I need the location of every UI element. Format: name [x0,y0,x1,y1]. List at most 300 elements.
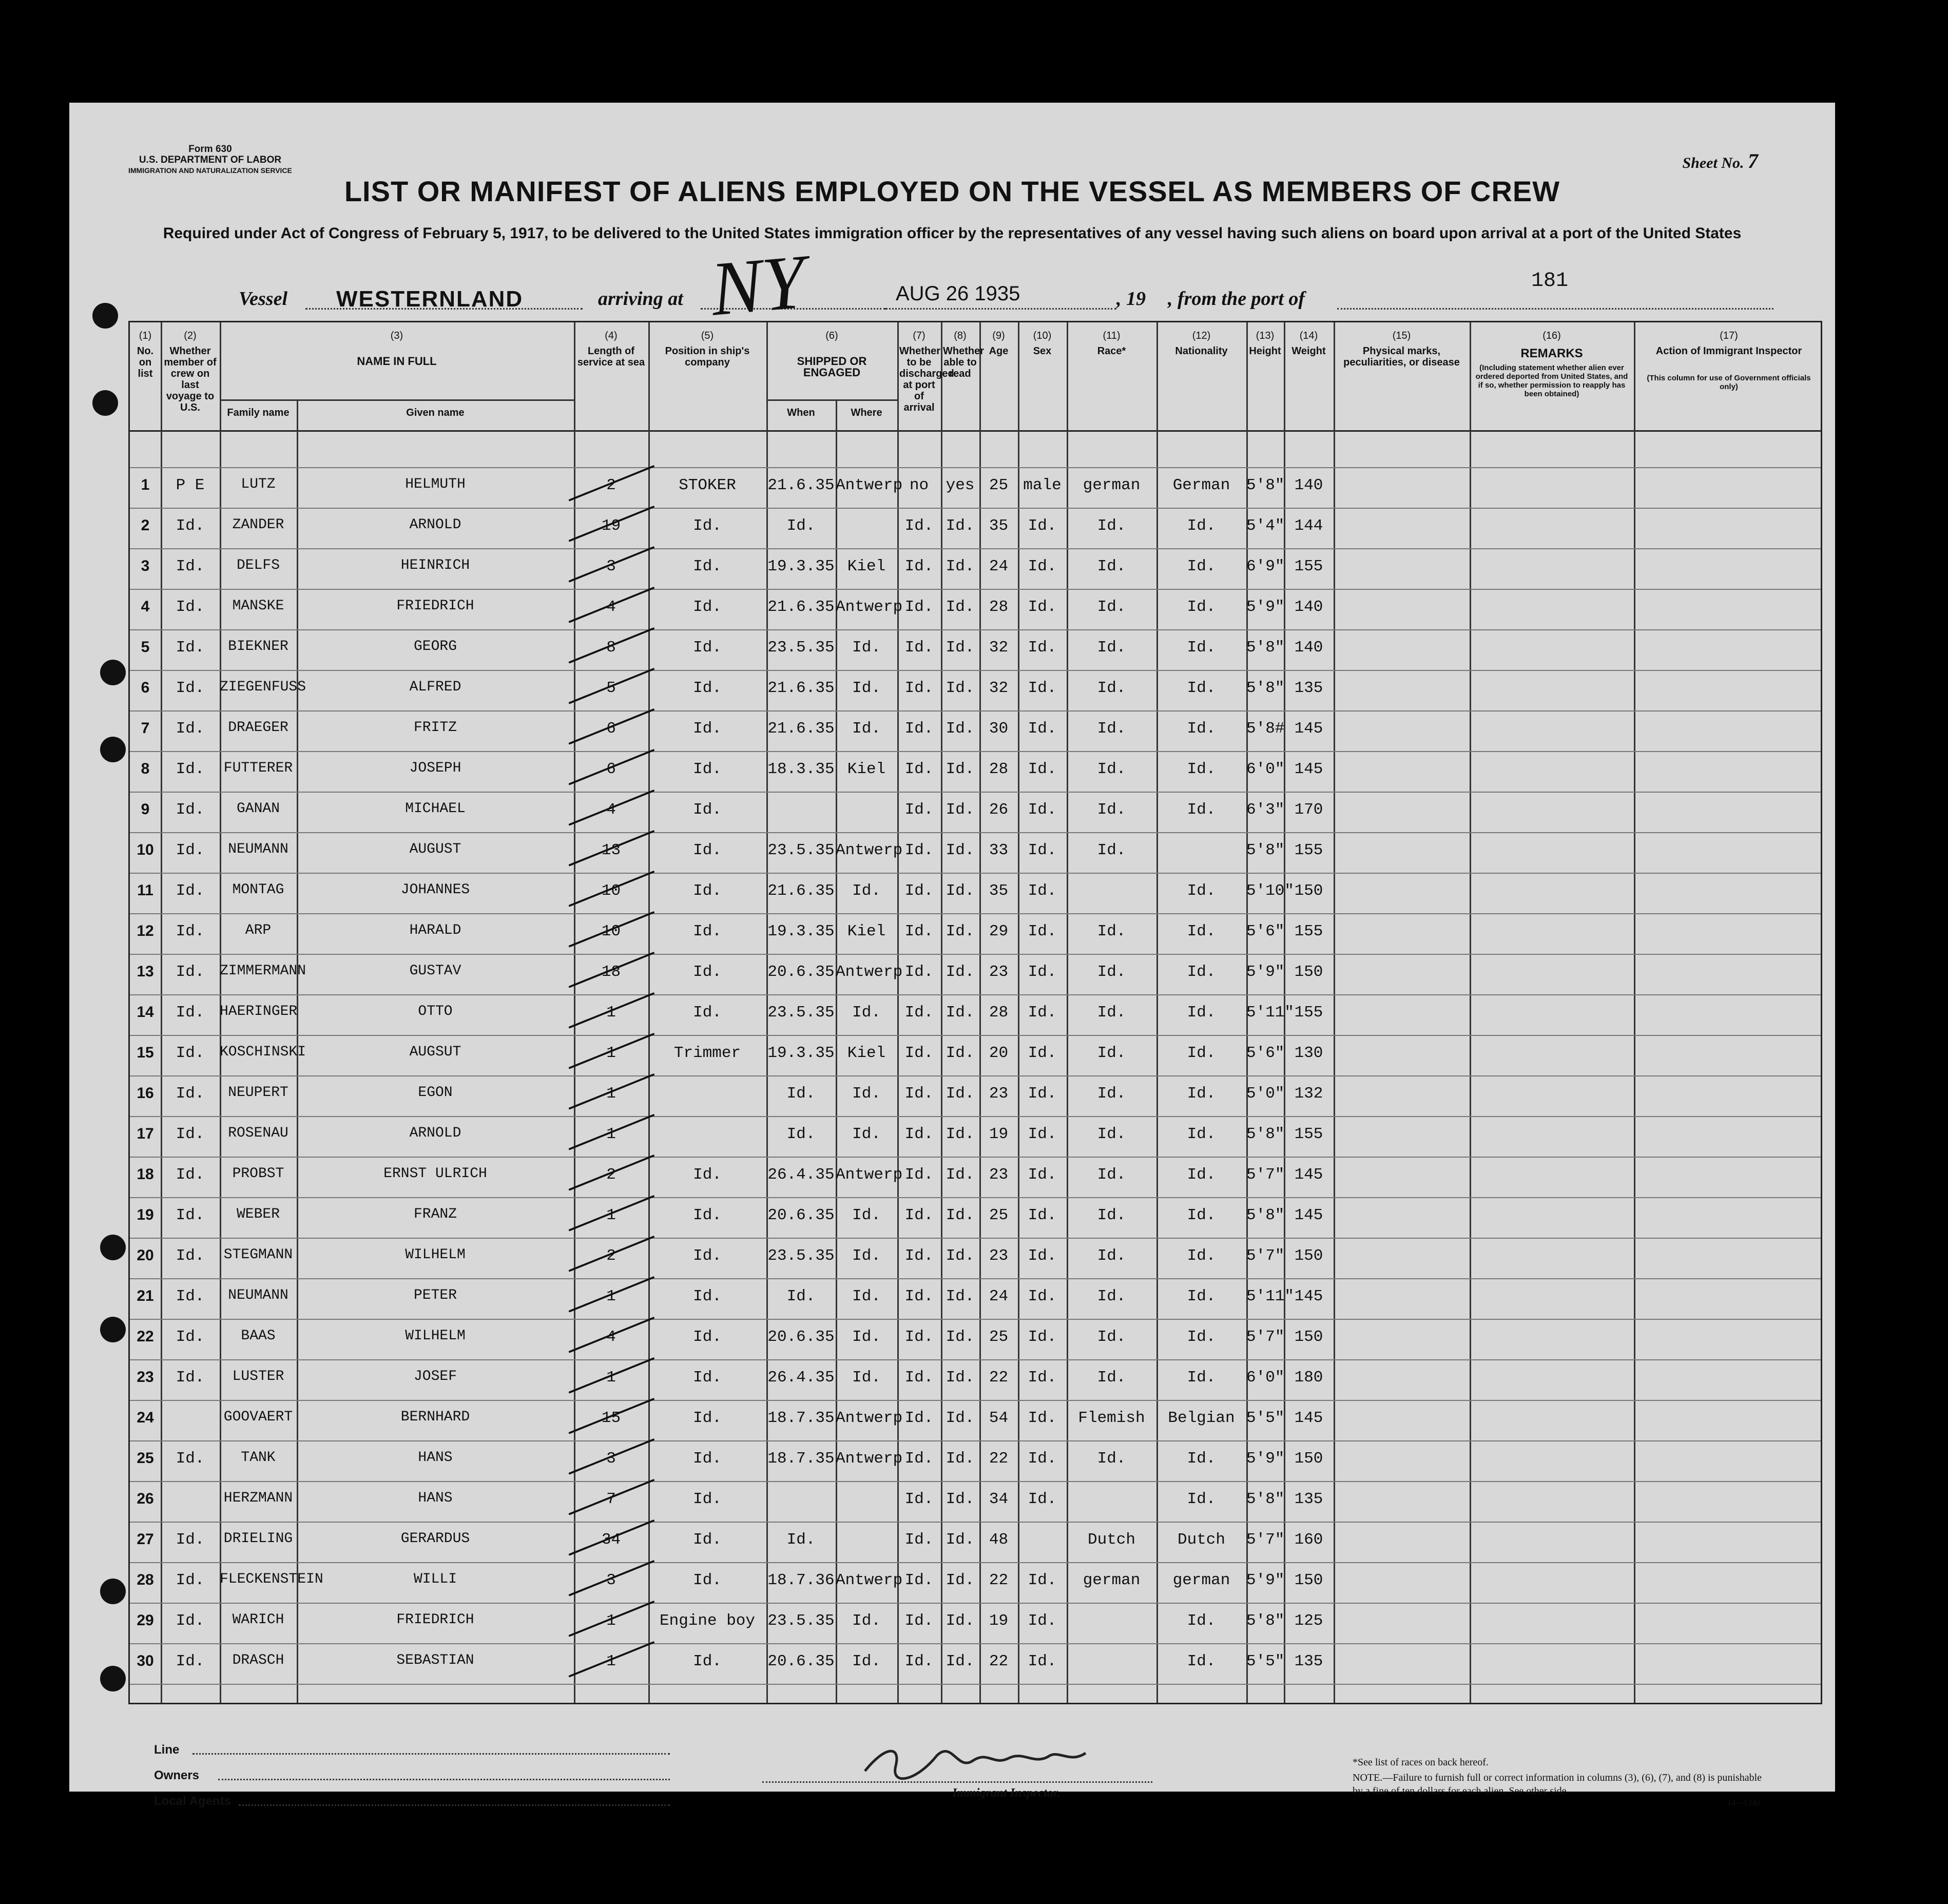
cell-when: Id. [786,1287,816,1305]
cell-weight: 150 [1294,963,1323,981]
cell-prev: Id. [176,963,205,981]
cell-weight: 155 [1294,1004,1323,1022]
footer-owners-label: Owners [154,1768,200,1782]
cell-service: 4 [606,1328,616,1346]
cell-family: NEUMANN [228,841,288,857]
cell-weight: 140 [1294,598,1323,616]
column-header-label: Position in ship's company [665,345,750,368]
cell-nationality: Belgian [1168,1409,1235,1427]
cell-nationality: Id. [1187,1125,1216,1143]
cell-prev: Id. [176,801,205,819]
cell-discharged: Id. [904,1044,934,1062]
cell-discharged: Id. [904,882,934,900]
cell-when: 20.6.35 [767,1206,835,1224]
cell-age: 22 [989,1652,1009,1670]
cell-height: 6'0" [1246,1369,1285,1387]
cell-family: KOSCHINSKI [220,1044,306,1060]
cell-read: Id. [946,557,975,575]
cell-height: 5'6" [1246,1044,1285,1062]
cell-when: 26.4.35 [767,1369,835,1387]
column-header-label: Physical marks, peculiarities, or disease [1343,345,1460,368]
cell-discharged: Id. [904,841,934,859]
cell-race: Id. [1097,1369,1126,1387]
cell-discharged: Id. [904,1206,934,1224]
row-number: 30 [137,1652,154,1669]
cell-age: 54 [989,1409,1009,1427]
cell-service: 1 [606,1004,616,1022]
cell-family: WEBER [236,1206,280,1222]
cell-service: 1 [606,1287,616,1305]
cell-when: 21.6.35 [767,882,835,900]
cell-where: Antwerp [836,841,903,859]
cell-when: 23.5.35 [767,1004,835,1022]
cell-age: 32 [989,679,1009,697]
cell-service: 19 [601,517,621,535]
cell-height: 5'8" [1246,1612,1285,1630]
cell-nationality: Id. [1187,679,1216,697]
cell-position: Id. [693,841,722,859]
cell-given: BERNHARD [400,1409,470,1425]
column-number: (16) [1542,330,1561,341]
cell-family: NEUPERT [228,1085,288,1101]
cell-position: Engine boy [659,1612,756,1630]
cell-service: 18 [601,963,621,981]
column-header-label: Race* [1097,345,1126,357]
cell-height: 5'8" [1246,841,1285,859]
row-number: 9 [141,801,150,818]
cell-given: AUGUST [409,841,461,857]
cell-given: JOHANNES [400,882,470,898]
row-number: 20 [137,1247,154,1264]
cell-position: Id. [693,557,722,575]
cell-weight: 150 [1294,882,1323,900]
column-number: (12) [1192,330,1211,341]
cell-read: Id. [946,1287,975,1305]
cell-service: 34 [601,1531,621,1549]
cell-read: Id. [946,1044,975,1062]
cell-given: SEBASTIAN [396,1652,474,1668]
cell-sex: Id. [1028,1652,1057,1670]
cell-read: Id. [946,679,975,697]
cell-given: WILHELM [405,1247,466,1263]
cell-where: Antwerp [836,598,903,616]
cell-position: Id. [693,1247,722,1265]
row-number: 3 [141,557,150,574]
cell-when: 21.6.35 [767,598,835,616]
cell-discharged: Id. [904,1450,934,1468]
cell-race: Id. [1097,1328,1126,1346]
cell-height: 5'7" [1246,1247,1285,1265]
row-number: 29 [137,1612,154,1629]
cell-weight: 135 [1294,679,1323,697]
cell-read: Id. [946,1531,975,1549]
column-header-label: No. on list [137,345,154,379]
cell-read: Id. [946,1247,975,1265]
cell-sex: Id. [1028,1369,1057,1387]
cell-age: 33 [989,841,1009,859]
cell-sex: Id. [1028,1125,1057,1143]
cell-position: Id. [693,1287,722,1305]
cell-service: 10 [601,882,621,900]
cell-where: Id. [852,1328,881,1346]
cell-given: FRIEDRICH [396,598,474,614]
cell-position: Id. [693,922,722,940]
cell-where: Id. [852,1004,881,1022]
cell-when: 21.6.35 [767,476,835,494]
subheader-divider [766,399,897,401]
cell-race: Id. [1097,841,1126,859]
cell-service: 2 [606,1247,616,1265]
from-port-dotline [1337,308,1773,310]
cell-when: 23.5.35 [767,1247,835,1265]
cell-family: BIEKNER [228,639,288,655]
cell-where: Kiel [847,557,886,575]
cell-given: EGON [418,1085,453,1101]
cell-race: Id. [1097,1206,1126,1224]
cell-when: Id. [786,517,816,535]
cell-weight: 140 [1294,639,1323,657]
cell-race: Id. [1097,1287,1126,1305]
cell-read: Id. [946,1085,975,1103]
cell-nationality: Id. [1187,963,1216,981]
cell-position: Id. [693,1450,722,1468]
cell-weight: 135 [1294,1652,1323,1670]
cell-prev: Id. [176,639,205,657]
cell-prev: P E [176,476,205,494]
cell-sex: Id. [1028,760,1057,778]
cell-age: 48 [989,1531,1009,1549]
cell-nationality: Id. [1187,1652,1216,1670]
cell-race: Id. [1097,1450,1126,1468]
cell-when: 21.6.35 [767,679,835,697]
cell-nationality: Id. [1187,1206,1216,1224]
cell-discharged: Id. [904,1166,934,1184]
cell-discharged: Id. [904,1328,934,1346]
column-number: (3) [390,330,403,341]
cell-height: 5'7" [1246,1328,1285,1346]
cell-read: Id. [946,882,975,900]
cell-when: 18.7.35 [767,1409,835,1427]
cell-sex: Id. [1028,1490,1057,1508]
cell-height: 5'0" [1246,1085,1285,1103]
row-number: 2 [141,517,150,534]
column-number: (6) [825,330,838,341]
row-number: 6 [141,679,150,696]
cell-age: 28 [989,760,1009,778]
column-header-label: Whether member of crew on last voyage to U.S. [164,345,217,413]
cell-given: HANS [418,1450,453,1466]
cell-sex: Id. [1028,1612,1057,1630]
cell-read: Id. [946,760,975,778]
cell-sex: Id. [1028,841,1057,859]
punch-hole-icon [92,303,118,329]
cell-read: Id. [946,963,975,981]
cell-service: 4 [606,801,616,819]
cell-race: german [1083,1571,1141,1589]
cell-position: Id. [693,1166,722,1184]
cell-discharged: Id. [904,1247,934,1265]
cell-nationality: Id. [1187,1612,1216,1630]
cell-where: Id. [852,1125,881,1143]
given-name-header: Given name [406,407,465,418]
department-name: U.S. DEPARTMENT OF LABOR [139,155,282,165]
cell-sex: Id. [1028,1409,1057,1427]
cell-discharged: Id. [904,679,934,697]
cell-race: Id. [1097,557,1126,575]
cell-weight: 135 [1294,1490,1323,1508]
cell-prev: Id. [176,1206,205,1224]
cell-age: 30 [989,720,1009,738]
cell-height: 5'11" [1246,1287,1295,1305]
cell-sex: Id. [1028,1450,1057,1468]
cell-where: Id. [852,639,881,657]
cell-discharged: Id. [904,1004,934,1022]
cell-weight: 150 [1294,1328,1323,1346]
cell-sex: Id. [1028,1085,1057,1103]
cell-given: HARALD [409,922,461,938]
cell-prev: Id. [176,1044,205,1062]
cell-discharged: Id. [904,1490,934,1508]
cell-where: Antwerp [836,963,903,981]
cell-position: Id. [693,639,722,657]
cell-read: Id. [946,841,975,859]
cell-prev: Id. [176,760,205,778]
cell-height: 5'7" [1246,1166,1285,1184]
cell-race: Id. [1097,517,1126,535]
cell-where: Kiel [847,922,886,940]
cell-race: Id. [1097,1044,1126,1062]
cell-nationality: Id. [1187,517,1216,535]
subheader-divider [220,399,574,401]
cell-age: 28 [989,1004,1009,1022]
action-note: (This column for use of Government officials only) [1647,374,1811,391]
cell-sex: Id. [1028,1571,1057,1589]
cell-position: Id. [693,1328,722,1346]
cell-weight: 145 [1294,760,1323,778]
cell-nationality: Id. [1187,720,1216,738]
cell-age: 34 [989,1490,1009,1508]
cell-discharged: Id. [904,1571,934,1589]
cell-prev: Id. [176,1166,205,1184]
date-stamp: AUG 26 1935 [896,282,1020,305]
footer-owners-dotline [218,1779,670,1780]
form-header [128,144,292,176]
cell-service: 3 [606,557,616,575]
cell-age: 35 [989,882,1009,900]
column-header-label: Length of service at sea [577,345,645,368]
cell-given: ALFRED [409,679,461,695]
column-number: (2) [184,330,197,341]
cell-age: 29 [989,922,1009,940]
cell-prev: Id. [176,598,205,616]
cell-race: Id. [1097,801,1126,819]
column-header-label: Action of Immigrant Inspector [1655,345,1802,357]
cell-prev: Id. [176,679,205,697]
from-port-label: , from the port of [1168,288,1305,310]
column-header-label: Weight [1291,345,1326,357]
cell-read: Id. [946,801,975,819]
cell-position: Id. [693,1206,722,1224]
cell-race: Id. [1097,963,1126,981]
cell-service: 6 [606,720,616,738]
cell-weight: 150 [1294,1450,1323,1468]
cell-service: 4 [606,598,616,616]
footer-agents-label: Local Agents [154,1794,231,1808]
cell-prev: Id. [176,1287,205,1305]
cell-service: 13 [601,841,621,859]
cell-family: ROSENAU [228,1125,288,1141]
cell-sex: Id. [1028,801,1057,819]
row-number: 5 [141,639,150,656]
cell-given: HEINRICH [400,557,470,573]
cell-read: yes [946,476,975,494]
row-number: 13 [137,963,154,980]
cell-age: 25 [989,1328,1009,1346]
footer-line-dotline [192,1753,670,1755]
cell-given: HANS [418,1490,453,1506]
remarks-note: (Including statement whether alien ever ordered deported from United States, and if so, whether permission to reapply has been obtained) [1475,363,1628,398]
cell-position: STOKER [679,476,736,494]
crew-table [128,321,1822,1704]
cell-prev: Id. [176,1125,205,1143]
cell-given: PETER [413,1287,457,1303]
column-header-label: Age [989,345,1009,357]
cell-read: Id. [946,517,975,535]
cell-discharged: Id. [904,1369,934,1387]
cell-nationality: Id. [1187,1044,1216,1062]
column-number: (11) [1103,330,1121,341]
cell-service: 1 [606,1612,616,1630]
cell-position: Id. [693,598,722,616]
row-number: 26 [137,1490,154,1507]
cell-where: Id. [852,1612,881,1630]
cell-sex: Id. [1028,882,1057,900]
cell-read: Id. [946,1125,975,1143]
cell-sex: Id. [1028,1206,1057,1224]
row-number: 4 [141,598,150,615]
cell-sex: Id. [1028,598,1057,616]
cell-height: 5'8# [1246,720,1285,738]
row-number: 15 [137,1044,154,1061]
cell-discharged: Id. [904,963,934,981]
cell-family: BAAS [241,1328,276,1344]
cell-where: Antwerp [836,1450,903,1468]
row-number: 18 [137,1166,154,1183]
cell-where: Id. [852,1652,881,1670]
family-name-header: Family name [227,407,290,418]
cell-sex: Id. [1028,963,1057,981]
cell-where: Kiel [847,760,886,778]
cell-nationality: Id. [1187,801,1216,819]
inspector-signature-icon [855,1735,1101,1786]
cell-family: PROBST [232,1166,284,1182]
cell-weight: 170 [1294,801,1323,819]
row-number: 16 [137,1085,154,1102]
cell-position: Id. [693,679,722,697]
cell-sex: Id. [1028,1247,1057,1265]
cell-sex: Id. [1028,639,1057,657]
cell-given: JOSEPH [409,760,461,776]
row-number: 23 [137,1369,154,1386]
cell-family: HAERINGER [220,1004,298,1020]
cell-family: MANSKE [232,598,284,614]
cell-race: german [1083,476,1141,494]
cell-discharged: Id. [904,1085,934,1103]
footer-line-label: Line [154,1743,180,1757]
cell-when: 20.6.35 [767,1328,835,1346]
column-header-label: Nationality [1175,345,1228,357]
cell-height: 5'10" [1246,882,1295,900]
cell-height: 5'8" [1246,1206,1285,1224]
cell-family: LUSTER [232,1369,284,1384]
cell-when: 26.4.35 [767,1166,835,1184]
year-label: , 19 [1116,288,1146,310]
arriving-handwritten: NY [707,239,809,332]
cell-nationality: Id. [1187,882,1216,900]
cell-sex: Id. [1028,1328,1057,1346]
cell-family: ZANDER [232,517,284,533]
cell-sex: Id. [1028,679,1057,697]
cell-height: 6'0" [1246,760,1285,778]
cell-family: DRASCH [232,1652,284,1668]
sheet-number [1683,149,1759,173]
cell-race: Id. [1097,1004,1126,1022]
stamp-number: 181 [1531,270,1568,293]
cell-nationality: Id. [1187,1287,1216,1305]
column-number: (15) [1392,330,1411,341]
cell-height: 5'9" [1246,963,1285,981]
row-number: 25 [137,1450,154,1467]
cell-weight: 144 [1294,517,1323,535]
cell-age: 28 [989,598,1009,616]
cell-when: 23.5.35 [767,841,835,859]
punch-hole-icon [100,660,126,685]
cell-where: Id. [852,1287,881,1305]
cell-discharged: Id. [904,598,934,616]
cell-weight: 130 [1294,1044,1323,1062]
cell-weight: 145 [1294,1287,1323,1305]
cell-discharged: Id. [904,720,934,738]
cell-read: Id. [946,639,975,657]
cell-given: FRIEDRICH [396,1612,474,1628]
cell-nationality: Id. [1187,639,1216,657]
cell-read: Id. [946,1206,975,1224]
cell-prev: Id. [176,720,205,738]
cell-race: Id. [1097,1125,1126,1143]
cell-race: Id. [1097,598,1126,616]
cell-prev: Id. [176,557,205,575]
cell-prev: Id. [176,922,205,940]
cell-age: 23 [989,1247,1009,1265]
cell-read: Id. [946,1490,975,1508]
punch-hole-icon [100,737,126,762]
column-number: (1) [139,330,152,341]
cell-position: Id. [693,801,722,819]
cell-nationality: Id. [1187,1328,1216,1346]
cell-position: Id. [693,1490,722,1508]
row-number: 27 [137,1531,154,1548]
cell-family: GANAN [236,801,280,817]
page-subtitle: Required under Act of Congress of February 5, 1917, to be delivered to the United States immigration officer by the representatives of any vessel having such aliens on board upon arrival at a port of the United States [163,225,1742,242]
cell-height: 5'8" [1246,1490,1285,1508]
cell-sex: male [1023,476,1062,494]
cell-position: Id. [693,760,722,778]
column-header-label: Whether able to read [943,345,984,379]
cell-prev: Id. [176,1085,205,1103]
cell-nationality: Id. [1187,1450,1216,1468]
cell-given: ARNOLD [409,1125,461,1141]
cell-service: 2 [606,1166,616,1184]
